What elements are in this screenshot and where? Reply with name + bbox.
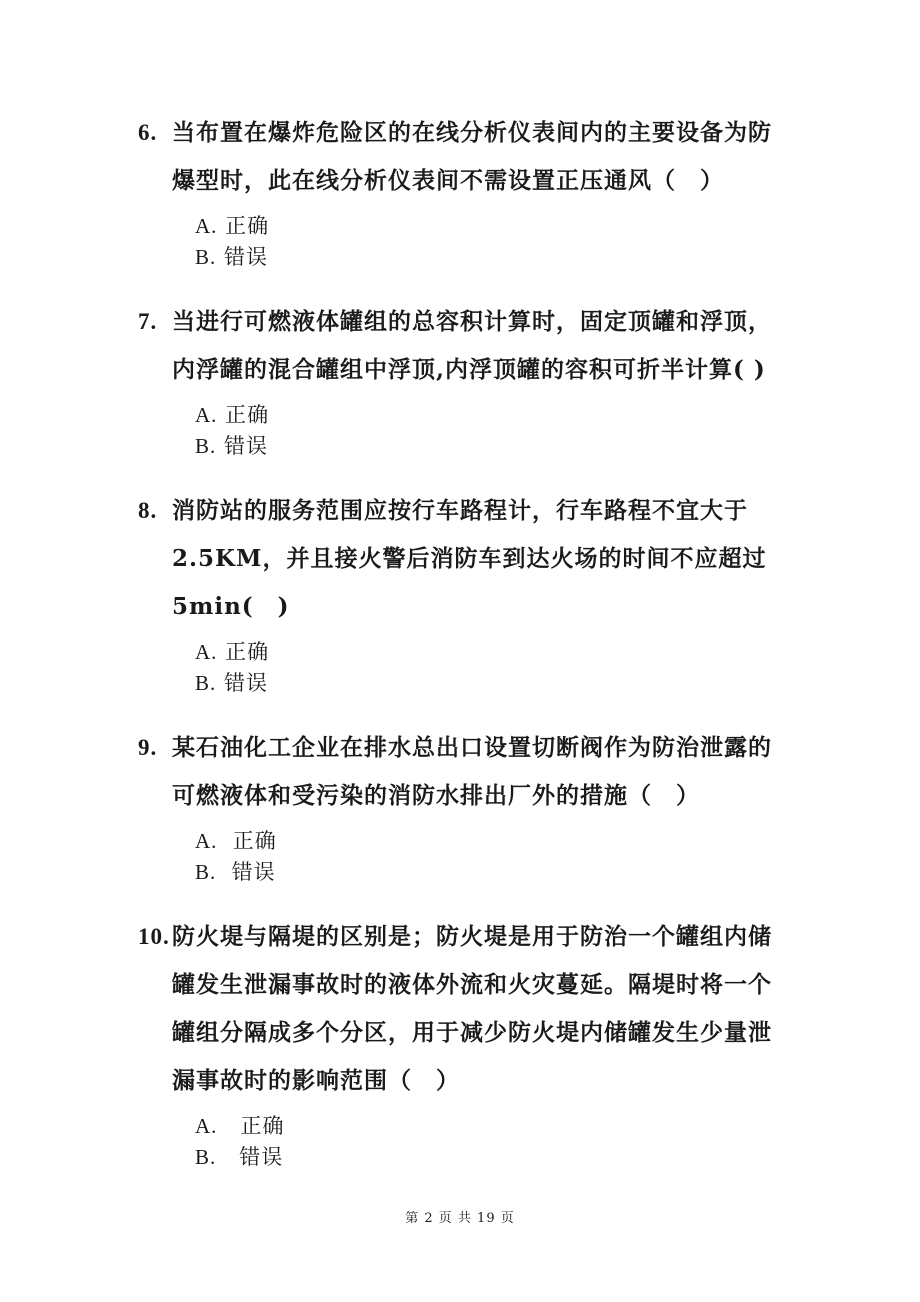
question-line — [138, 588, 818, 636]
question-number: 6. — [138, 120, 158, 145]
question-line — [138, 303, 818, 351]
question-text: 2.5KM，并且接火警后消防车到达火场的时间不应超过 — [172, 545, 767, 572]
question-10 — [138, 918, 818, 1172]
option-text: 正确 — [217, 640, 270, 664]
option-b[interactable] — [138, 430, 818, 461]
question-text: 当布置在爆炸危险区的在线分析仪表间内的主要设备为防 — [172, 119, 772, 146]
question-line — [138, 114, 818, 162]
question-number: 7. — [138, 309, 158, 334]
option-letter: A. — [195, 829, 218, 853]
question-line — [138, 351, 818, 399]
question-text: 可燃液体和受污染的消防水排出厂外的措施（ ） — [172, 782, 700, 809]
question-text: 防火堤与隔堤的区别是；防火堤是用于防治一个罐组内储 — [172, 923, 772, 950]
option-text: 错误 — [216, 245, 268, 269]
question-text: 爆型时，此在线分析仪表间不需设置正压通风（ ） — [172, 167, 724, 194]
option-b[interactable] — [138, 1141, 818, 1172]
option-b[interactable] — [138, 241, 818, 272]
option-a[interactable] — [138, 399, 818, 430]
option-text: 正确 — [217, 403, 270, 427]
question-text: 漏事故时的影响范围（ ） — [172, 1067, 460, 1094]
option-letter: A. — [195, 1114, 218, 1138]
option-letter: B. — [195, 671, 217, 695]
question-7 — [138, 303, 818, 461]
question-line — [138, 492, 818, 540]
question-line — [138, 1014, 818, 1062]
option-letter: B. — [195, 245, 217, 269]
question-line — [138, 918, 818, 966]
option-letter: A. — [195, 640, 218, 664]
option-a[interactable] — [138, 636, 818, 667]
question-text: 消防站的服务范围应按行车路程计，行车路程不宜大于 — [172, 497, 748, 524]
question-number: 10. — [138, 924, 170, 949]
option-a[interactable] — [138, 1110, 818, 1141]
question-line — [138, 729, 818, 777]
option-letter: B. — [195, 860, 217, 884]
question-number: 9. — [138, 735, 158, 760]
question-line — [138, 162, 818, 210]
option-text: 正确 — [217, 214, 270, 238]
option-a[interactable] — [138, 825, 818, 856]
option-text: 正确 — [217, 829, 277, 853]
option-text: 正确 — [217, 1114, 285, 1138]
option-text: 错误 — [216, 860, 276, 884]
question-line — [138, 1062, 818, 1110]
question-text: 某石油化工企业在排水总出口设置切断阀作为防治泄露的 — [172, 734, 772, 761]
option-letter: B. — [195, 434, 217, 458]
option-text: 错误 — [216, 434, 268, 458]
question-text: 罐组分隔成多个分区，用于减少防火堤内储罐发生少量泄 — [172, 1019, 772, 1046]
question-8 — [138, 492, 818, 698]
question-text: 罐发生泄漏事故时的液体外流和火灾蔓延。隔堤时将一个 — [172, 971, 772, 998]
option-a[interactable] — [138, 210, 818, 241]
option-letter: B. — [195, 1145, 217, 1169]
question-line — [138, 966, 818, 1014]
question-text: 5min( ) — [172, 593, 290, 620]
question-text: 内浮罐的混合罐组中浮顶,内浮顶罐的容积可折半计算( ) — [172, 356, 766, 383]
option-text: 错误 — [216, 671, 268, 695]
option-letter: A. — [195, 214, 218, 238]
question-line — [138, 540, 818, 588]
question-line — [138, 777, 818, 825]
option-b[interactable] — [138, 667, 818, 698]
page-footer: 第 2 页 共 19 页 — [405, 1211, 515, 1226]
question-number: 8. — [138, 498, 158, 523]
question-6 — [138, 114, 818, 272]
option-text: 错误 — [216, 1145, 284, 1169]
option-b[interactable] — [138, 856, 818, 887]
option-letter: A. — [195, 403, 218, 427]
question-9 — [138, 729, 818, 887]
question-text: 当进行可燃液体罐组的总容积计算时，固定顶罐和浮顶， — [172, 308, 772, 335]
